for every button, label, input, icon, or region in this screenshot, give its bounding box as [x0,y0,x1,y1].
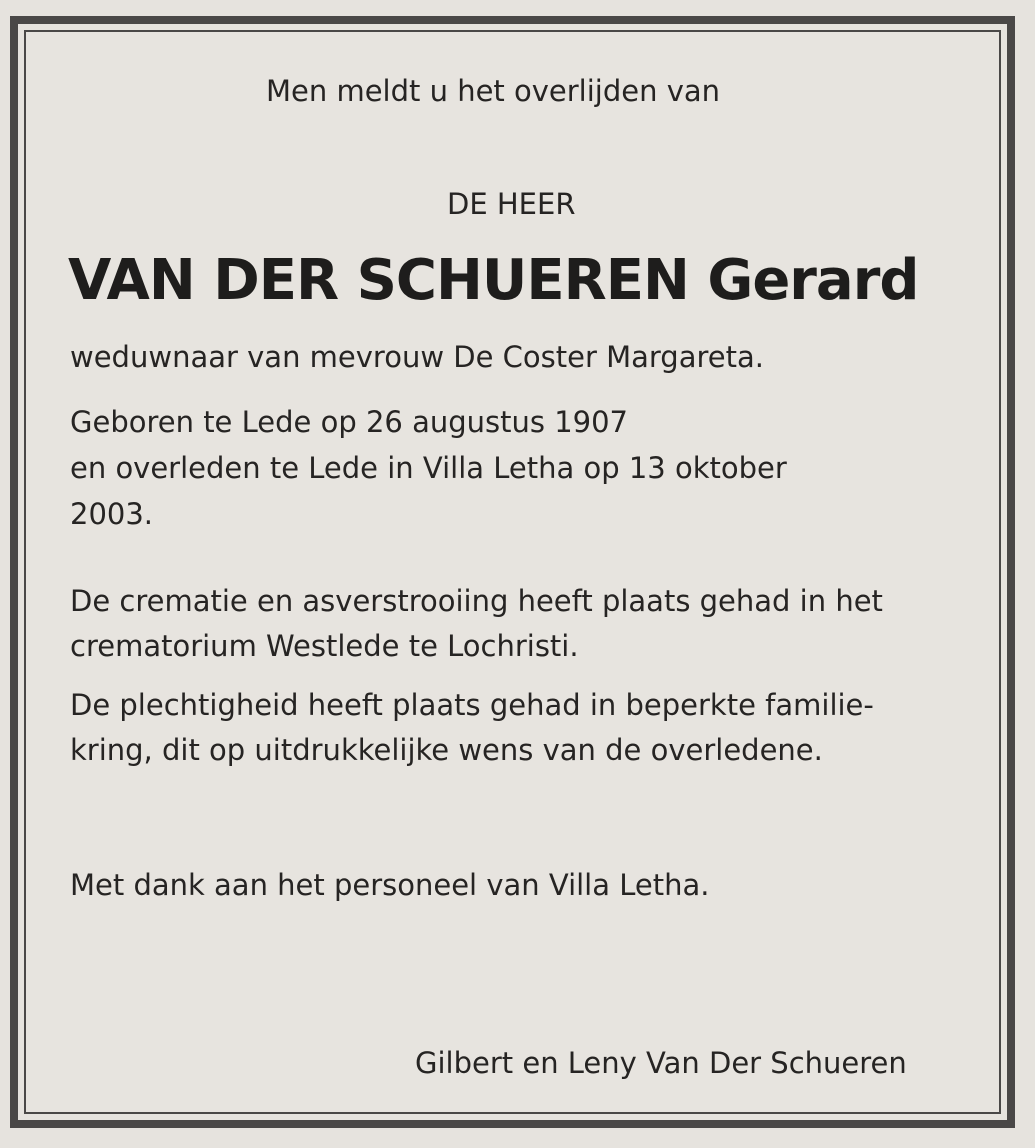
notice-honorific: DE HEER [447,187,576,221]
ceremony-line-1: De plechtigheid heeft plaats gehad in beperkte familie- [70,688,874,722]
widower-line: weduwnaar van mevrouw De Coster Margareta. [70,340,764,374]
cremation-line-1: De crematie en asverstrooiing heeft plaats gehad in het [70,584,883,618]
cremation-line-2: crematorium Westlede te Lochristi. [70,629,579,663]
notice-intro: Men meldt u het overlijden van [266,74,721,108]
birth-line: Geboren te Lede op 26 augustus 1907 [70,405,628,439]
signature: Gilbert en Leny Van Der Schueren [415,1046,907,1080]
thanks-line: Met dank aan het personeel van Villa Letha. [70,868,710,902]
death-year-line: 2003. [70,497,154,531]
ceremony-line-2: kring, dit op uitdrukkelijke wens van de overledene. [70,733,823,767]
death-line: en overleden te Lede in Villa Letha op 13 oktober [70,451,787,485]
deceased-name: VAN DER SCHUEREN Gerard [68,248,919,313]
